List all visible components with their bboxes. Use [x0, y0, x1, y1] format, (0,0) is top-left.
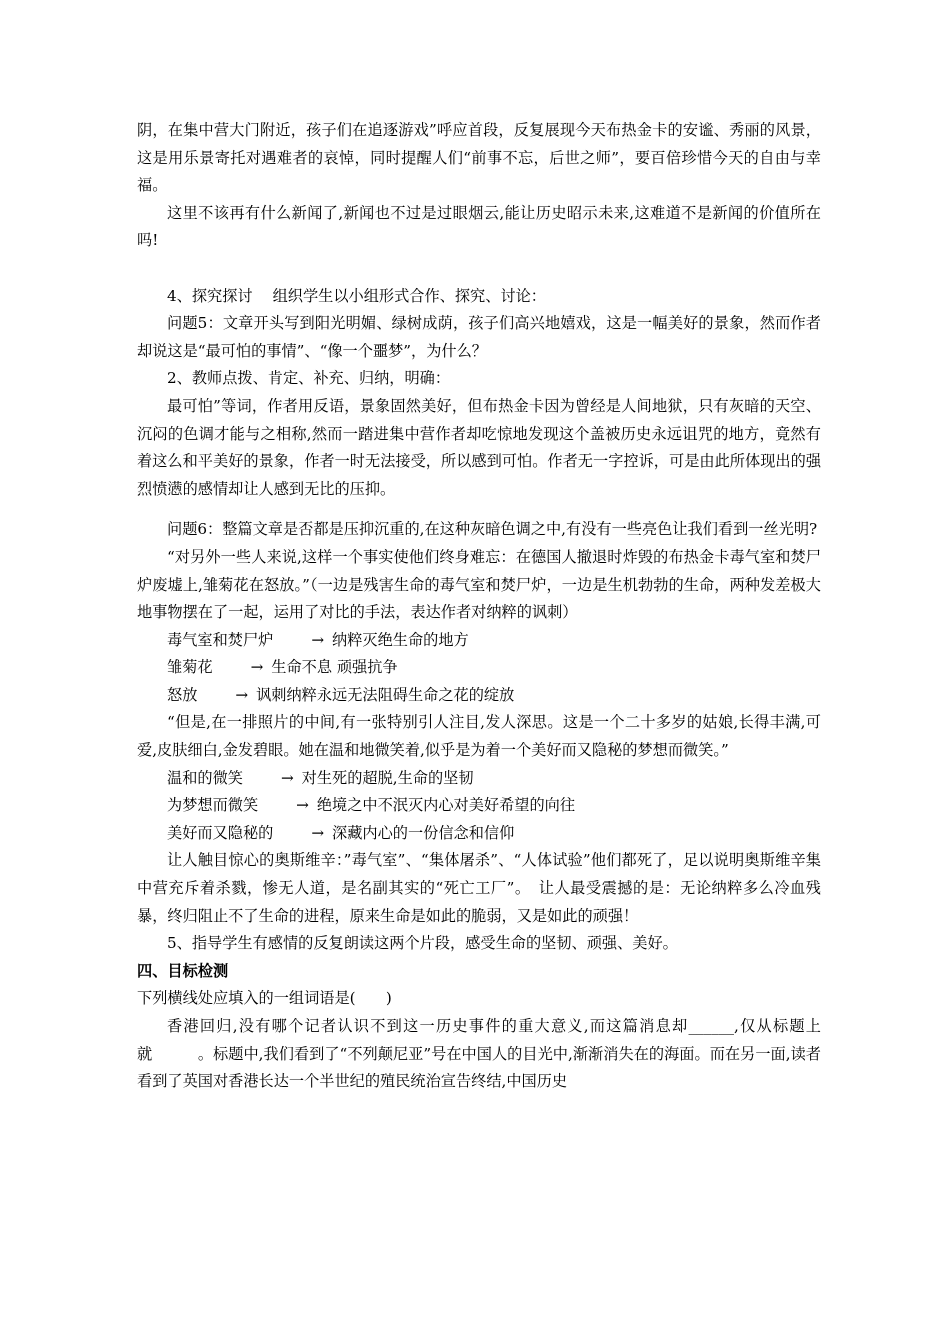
right-arrow-icon: →: [235, 685, 249, 704]
mapping-term: 毒气室和焚尸炉: [167, 630, 274, 649]
mapping-meaning: 对生死的超脱,生命的坚韧: [301, 768, 474, 787]
question-5: 问题5：文章开头写到阳光明媚、绿树成荫，孩子们高兴地嬉戏，这是一幅美好的景象，然而作者却说这是“最可怕的事情”、“像一个噩梦”，为什么？: [137, 314, 821, 360]
right-arrow-icon: →: [311, 630, 325, 649]
mapping-meaning: 纳粹灭绝生命的地方: [332, 630, 469, 649]
document-page: [137, 117, 821, 1096]
mapping-term: 美好而又隐秘的: [167, 823, 274, 842]
right-arrow-icon: →: [311, 823, 325, 842]
mapping-term: 温和的微笑: [167, 768, 243, 787]
mapping-row: [137, 820, 821, 848]
mapping-row: [137, 792, 821, 820]
mapping-row: [137, 654, 821, 682]
mapping-term: 为梦想而微笑: [167, 796, 259, 815]
right-arrow-icon: →: [296, 796, 309, 815]
question-passage: 香港回归,没有哪个记者认识不到这一历史事件的重大意义,而这篇消息却______,仅从标题上就 。标题中,我们看到了“不列颠尼亚”号在中国人的目光中,渐渐消失在的海面。而在另一面,读者看到了英国对香港长达一个半世纪的殖民统治宣告终结,中国历史: [137, 1017, 821, 1091]
quote-daisy: “对另外一些人来说,这样一个事实使他们终身难忘：在德国人撤退时炸毁的布热金卡毒气室和焚尸炉废墟上,雏菊花在怒放。”（一边是残害生命的毒气室和焚尸炉，一边是生机勃勃的生命，两种发差极大地事物摆在了一起，运用了对比的手法，表达作者对纳粹的讽刺）: [137, 547, 821, 622]
question-stem: 下列横线处应填入的一组词语是( ): [137, 989, 392, 1008]
question-6: 问题6：整篇文章是否都是压抑沉重的,在这种灰暗色调之中,有没有一些亮色让我们看到一丝光明?: [167, 520, 818, 539]
quote-girl-photo: “但是,在一排照片的中间,有一张特别引人注目,发人深思。这是一个二十多岁的姑娘,长得丰满,可爱,皮肤细白,金发碧眼。她在温和地微笑着,似乎是为着一个美好而又隐秘的梦想而微笑。”: [137, 713, 821, 760]
mapping-term: 雏菊花: [167, 658, 213, 677]
mapping-row: [137, 682, 821, 710]
mapping-meaning: 绝境之中不泯灭内心对美好希望的向往: [316, 796, 576, 815]
spacer: [137, 503, 821, 516]
paragraph-news-value: 这里不该再有什么新闻了,新闻也不过是过眼烟云,能让历史昭示未来,这难道不是新闻的价值所在吗!: [137, 203, 821, 250]
paragraph-auschwitz: 让人触目惊心的奥斯维辛：”毒气室”、“集体屠杀”、“人体试验”他们都死了，足以说明奥斯维辛集中营充斥着杀戮，惨无人道，是名副其实的“死亡工厂”。 让人最受震撼的是：无论纳粹多么冷血残暴，终归阻止不了生命的进程，原来生命是如此的脆弱，又是如此的顽强！: [137, 851, 821, 925]
right-arrow-icon: →: [280, 768, 294, 787]
step-5-reading: 5、指导学生有感情的反复朗读这两个片段，感受生命的坚韧、顽强、美好。: [167, 934, 678, 953]
mapping-meaning: 深藏内心的一份信念和信仰: [332, 823, 515, 842]
paragraph-reflection-end: 阴，在集中营大门附近，孩子们在追逐游戏”呼应首段，反复展现今天布热金卡的安谧、秀丽的风景，这是用乐景寄托对遇难者的哀悼，同时提醒人们“前事不忘，后世之师”，要百倍珍惜今天的自由与幸福。: [137, 121, 821, 195]
step-4-inquiry: 4、探究探讨 组织学生以小组形式合作、探究、讨论：: [167, 286, 546, 305]
answer-5: 最可怕”等词，作者用反语，景象固然美好，但布热金卡因为曾经是人间地狱，只有灰暗的天空、沉闷的色调才能与之相称,然而一踏进集中营作者却吃惊地发现这个盖被历史永远诅咒的地方，竟然有着这么和平美好的景象，作者一时无法接受，所以感到可怕。作者无一字控诉，可是由此所体现出的强烈愤懑的感情却让人感到无比的压抑。: [137, 396, 821, 498]
mapping-term: 怒放: [167, 685, 198, 704]
mapping-row: [137, 627, 821, 655]
mapping-meaning: 讽刺纳粹永远无法阻碍生命之花的绽放: [256, 685, 515, 704]
mapping-row: [137, 765, 821, 793]
section-heading-goal-check: 四、目标检测: [137, 961, 229, 980]
right-arrow-icon: →: [250, 658, 264, 677]
mapping-meaning: 生命不息 顽强抗争: [271, 658, 398, 677]
spacer: [137, 255, 821, 283]
teacher-guidance: 2、教师点拨、肯定、补充、归纳，明确：: [167, 369, 451, 388]
